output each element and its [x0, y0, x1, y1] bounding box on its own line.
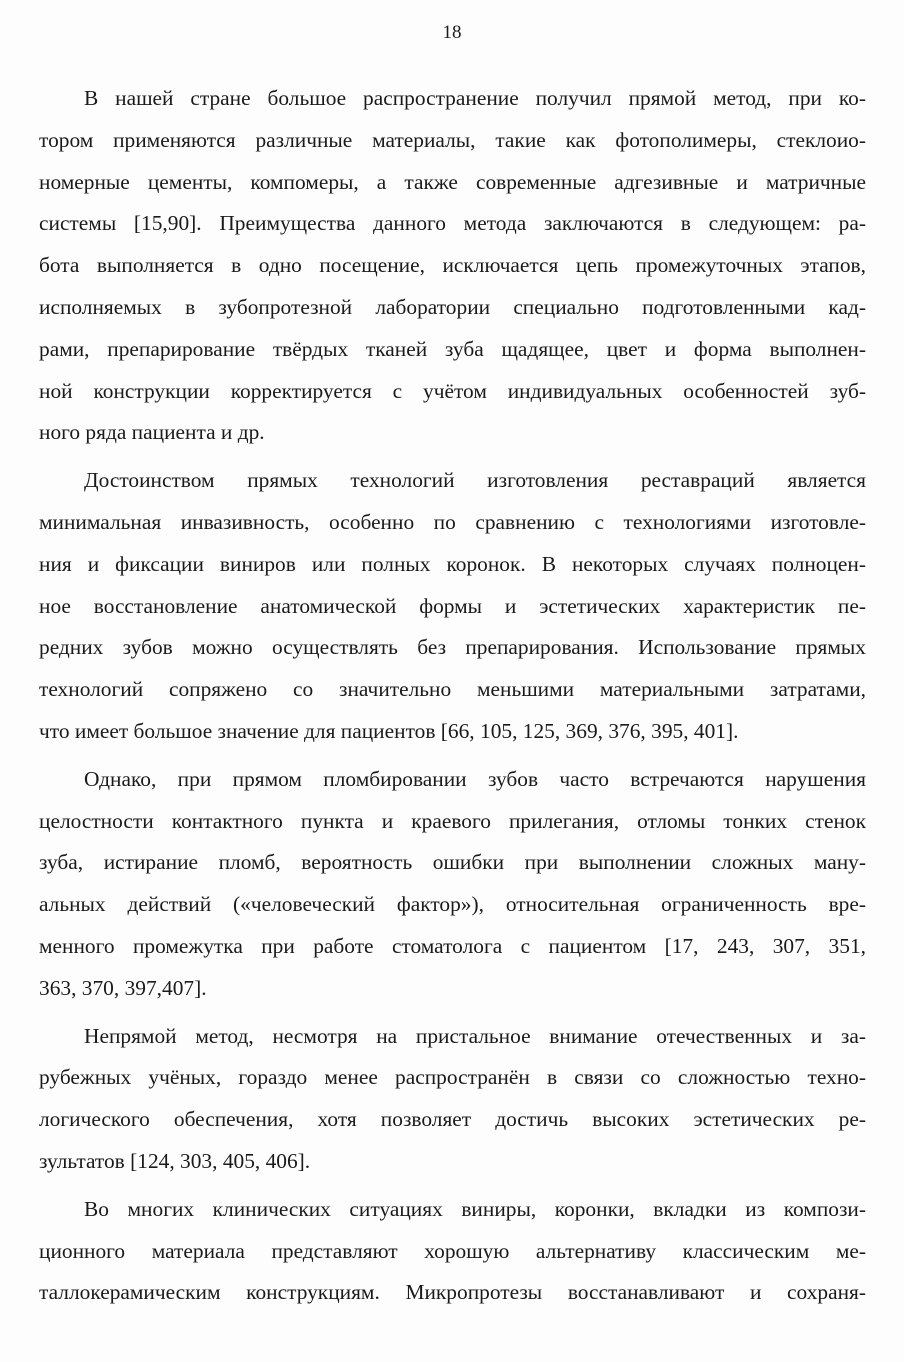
text-line: Непрямой метод, несмотря на пристальное внимание отечественных и за- — [84, 1023, 866, 1048]
text-line: рами, препарирование твёрдых тканей зуба щадящее, цвет и форма выполнен- — [39, 336, 866, 361]
text-line: Во многих клинических ситуациях виниры, коронки, вкладки из компози- — [84, 1196, 866, 1221]
text-line: технологий сопряжено со значительно меньшими материальными затратами, — [39, 677, 866, 702]
paragraph — [39, 1016, 866, 1183]
text-line: что имеет большое значение для пациентов [66, 105, 125, 369, 376, 395, 401]. — [39, 718, 739, 743]
text-line: ное восстановление анатомической формы и эстетических характеристик пе- — [39, 593, 866, 618]
text-line: таллокерамическим конструкциям. Микропротезы восстанавливают и сохраня- — [39, 1280, 866, 1305]
text-line: тором применяются различные материалы, такие как фотополимеры, стеклоио- — [39, 127, 866, 152]
text-line: бота выполняется в одно посещение, исключается цепь промежуточных этапов, — [39, 253, 866, 278]
text-line: целостности контактного пункта и краевого прилегания, отломы тонких стенок — [39, 808, 866, 833]
text-line: редних зубов можно осуществлять без препарирования. Использование прямых — [39, 635, 866, 660]
paragraph — [39, 759, 866, 1010]
text-line: зуба, истирание пломб, вероятность ошибки при выполнении сложных ману- — [39, 850, 866, 875]
paragraph — [39, 460, 866, 753]
text-line: ной конструкции корректируется с учётом индивидуальных особенностей зуб- — [39, 378, 866, 403]
body-text — [39, 78, 866, 1314]
text-line: ционного материала представляют хорошую альтернативу классическим ме- — [39, 1238, 866, 1263]
text-line: зультатов [124, 303, 405, 406]. — [39, 1148, 311, 1173]
text-line: системы [15,90]. Преимущества данного метода заключаются в следующем: ра- — [39, 211, 866, 236]
text-line: менного промежутка при работе стоматолога с пациентом [17, 243, 307, 351, — [39, 933, 866, 958]
text-line: ного ряда пациента и др. — [39, 420, 265, 445]
text-line: минимальная инвазивность, особенно по сравнению с технологиями изготовле- — [39, 509, 866, 534]
text-line: альных действий («человеческий фактор»), относительная ограниченность вре- — [39, 892, 866, 917]
text-line: номерные цементы, компомеры, а также современные адгезивные и матричные — [39, 169, 866, 194]
page-number: 18 — [442, 22, 462, 43]
text-line: исполняемых в зубопротезной лаборатории специально подготовленными кад- — [39, 294, 866, 319]
text-line: Однако, при прямом пломбировании зубов часто встречаются нарушения — [84, 766, 866, 791]
text-line: Достоинством прямых технологий изготовления реставраций является — [84, 468, 866, 493]
text-line: 363, 370, 397,407]. — [39, 975, 207, 1000]
text-line: В нашей стране большое распространение получил прямой метод, при ко- — [84, 86, 866, 110]
paragraph — [39, 78, 866, 454]
text-line: рубежных учёных, гораздо менее распространён в связи со сложностью техно- — [39, 1065, 866, 1090]
paragraph — [39, 1189, 866, 1314]
text-line: логического обеспечения, хотя позволяет достичь высоких эстетических ре- — [39, 1107, 866, 1132]
text-line: ния и фиксации виниров или полных коронок. В некоторых случаях полноцен- — [39, 551, 866, 576]
